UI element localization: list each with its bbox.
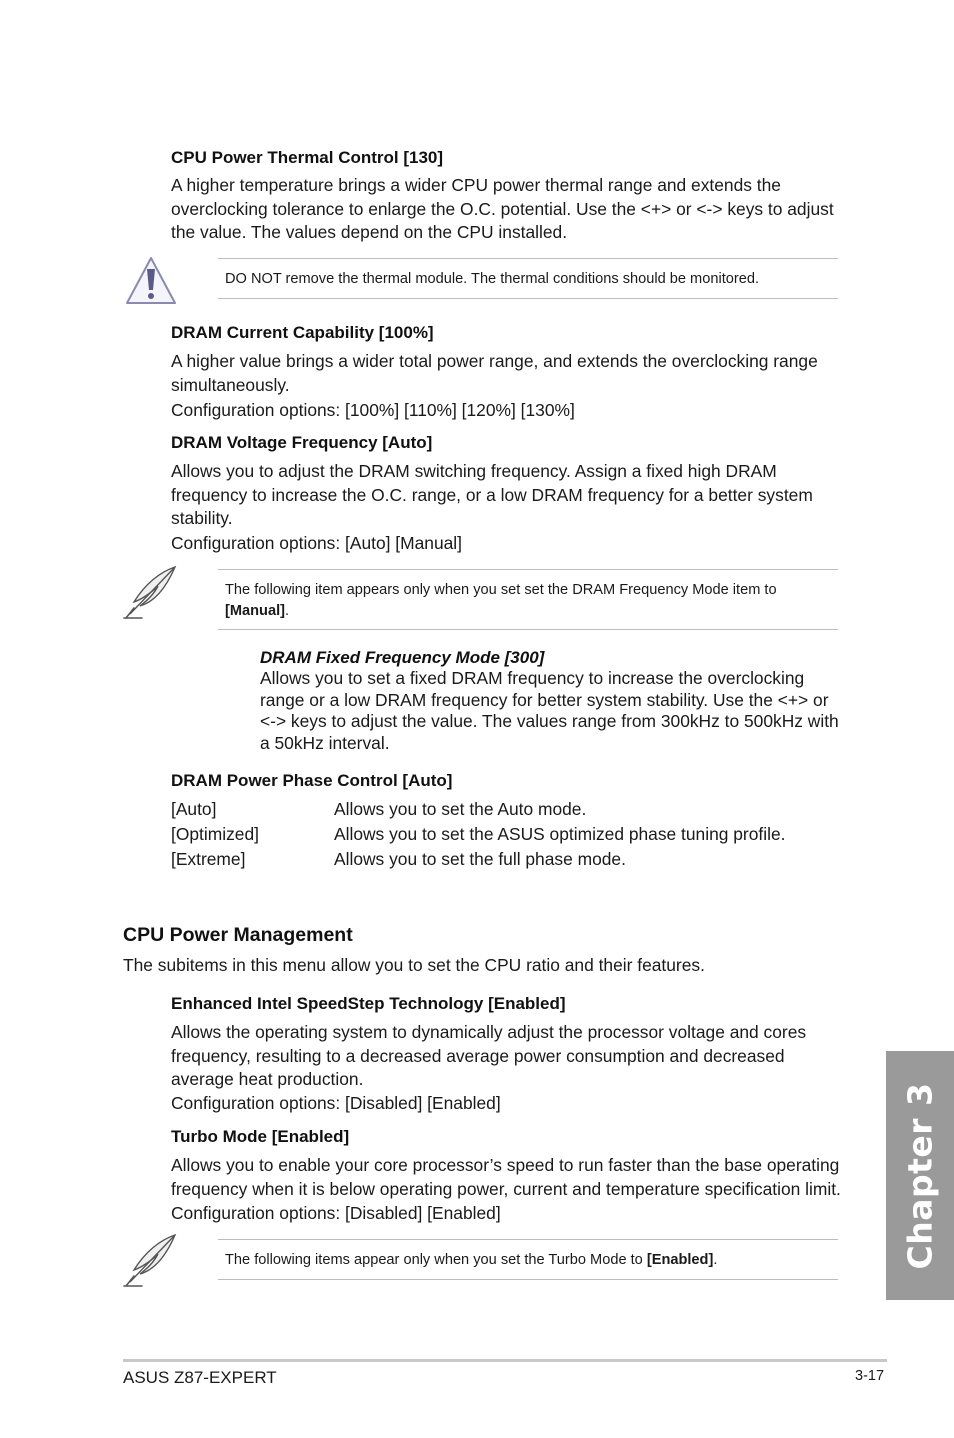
note-divider-bottom xyxy=(218,629,838,630)
turbo-note-lead: The following items appear only when you set the Turbo Mode to xyxy=(225,1252,647,1268)
manual-note-text xyxy=(225,580,825,621)
manual-note-end: . xyxy=(285,602,290,619)
option-desc: Allows you to set the full phase mode. xyxy=(334,849,626,869)
section-body-dram-voltage: Allows you to adjust the DRAM switching frequency. Assign a fixed high DRAM frequency to increase the O.C. range, or a low DRAM frequency for a better system stability. xyxy=(171,461,813,528)
section-body-cpu-thermal: A higher temperature brings a wider CPU power thermal range and extends the overclocking tolerance to enlarge the O.C. potential. Use the <+> or <-> keys to adjust the value. The values depend on the CPU installed. xyxy=(171,175,834,242)
feather-pen-icon xyxy=(120,1232,180,1290)
section-body-dram-current: A higher value brings a wider total power range, and extends the overclocking range simultaneously. xyxy=(171,351,818,395)
warning-note-text: DO NOT remove the thermal module. The thermal conditions should be monitored. xyxy=(225,271,760,287)
section-heading-cpu-power-management: CPU Power Management xyxy=(123,924,353,946)
option-desc: Allows you to set the ASUS optimized phase tuning profile. xyxy=(334,824,786,844)
section-title-dram-current: DRAM Current Capability [100%] xyxy=(171,323,434,342)
note-divider-top xyxy=(218,569,838,570)
section-title-dram-fixed: DRAM Fixed Frequency Mode [300] xyxy=(260,648,545,667)
section-title-cpu-thermal: CPU Power Thermal Control [130] xyxy=(171,148,444,167)
warning-triangle-icon xyxy=(124,254,178,308)
section-title-speedstep: Enhanced Intel SpeedStep Technology [Enabled] xyxy=(171,994,566,1013)
config-options-turbo: Configuration options: [Disabled] [Enabled] xyxy=(171,1203,501,1223)
option-key: [Auto] xyxy=(171,799,217,819)
option-key: [Optimized] xyxy=(171,824,259,844)
section-title-turbo: Turbo Mode [Enabled] xyxy=(171,1127,350,1146)
option-key: [Extreme] xyxy=(171,849,246,869)
footer-page-number: 3-17 xyxy=(855,1368,885,1384)
footer-product-name: ASUS Z87-EXPERT xyxy=(123,1368,277,1387)
config-options-speedstep: Configuration options: [Disabled] [Enabled] xyxy=(171,1093,501,1113)
footer-divider xyxy=(123,1359,887,1362)
section-title-dram-phase: DRAM Power Phase Control [Auto] xyxy=(171,771,453,790)
turbo-note-bold: [Enabled] xyxy=(646,1252,714,1268)
section-body-dram-fixed: Allows you to set a fixed DRAM frequency to increase the overclocking range or a low DRAM frequency for better system stability. Use the <+> or <-> keys to adjust the value. The values range from 300kHz to 500kHz with a 50kHz interval. xyxy=(260,668,839,754)
option-desc: Allows you to set the Auto mode. xyxy=(334,799,587,819)
chapter-label: Chapter 3 xyxy=(900,1082,940,1269)
config-options-dram-current: Configuration options: [100%] [110%] [120%] [130%] xyxy=(171,400,575,420)
feather-pen-icon xyxy=(120,564,180,622)
note-divider-bottom xyxy=(218,298,838,299)
manual-note-lead: The following item appears only when you set set the DRAM Frequency Mode item to xyxy=(225,582,777,598)
manual-note-bold: [Manual] xyxy=(225,602,285,619)
chapter-tab xyxy=(886,1051,954,1300)
config-options-dram-voltage: Configuration options: [Auto] [Manual] xyxy=(171,533,462,553)
section-body-speedstep: Allows the operating system to dynamically adjust the processor voltage and cores frequency, resulting to a decreased average power consumption and decreased average heat production. xyxy=(171,1022,807,1089)
section-title-dram-voltage: DRAM Voltage Frequency [Auto] xyxy=(171,433,433,452)
turbo-note-text xyxy=(225,1250,835,1271)
note-divider-top xyxy=(218,1239,838,1240)
turbo-note-end: . xyxy=(713,1252,718,1268)
note-divider-bottom xyxy=(218,1279,838,1280)
note-divider-top xyxy=(218,258,838,259)
section-body-turbo: Allows you to enable your core processor’s speed to run faster than the base operating frequency when it is below operating power, current and temperature specification limit. xyxy=(171,1155,841,1199)
section-intro-cpu-power-management: The subitems in this menu allow you to set the CPU ratio and their features. xyxy=(123,955,705,975)
